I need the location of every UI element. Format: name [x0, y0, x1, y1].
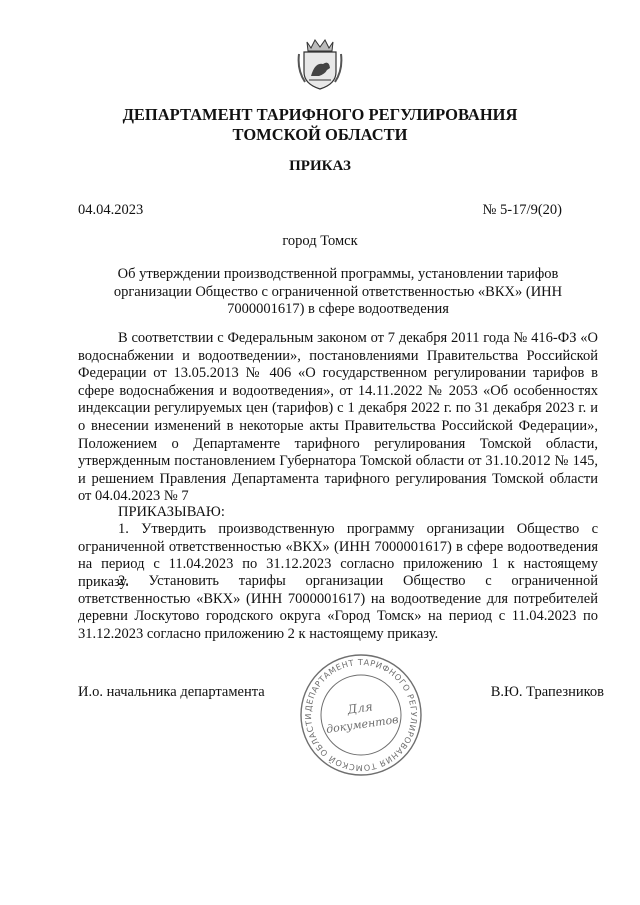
stamp-center-line1: Для: [346, 699, 374, 717]
doc-type: ПРИКАЗ: [289, 158, 351, 174]
coat-of-arms-icon: [297, 34, 343, 90]
stamp-center-line2: документов: [325, 712, 400, 736]
official-stamp: [298, 652, 424, 778]
signatory-position: И.о. начальника департамента: [78, 684, 265, 700]
preamble-paragraph: В соответствии с Федеральным законом от 7 декабря 2011 года № 416-ФЗ «О водоснабжении и водоотведении», постановлениями Правительства Российской Федерации от 13.05.2013 № 406 «О государственном регулировании тарифов в сфере водоснабжения и водоотведения», от 14.11.2022 № 2053 «Об особенностях индексации регулируемых цен (тарифов) с 1 декабря 2022 г. по 31 декабря 2023 г. и о внесении изменений в некоторые акты Правительства Российской Федерации», Положением о Департаменте тарифного регулирования Томской области, утвержденным постановлением Губернатора Томской области от 31.10.2012 № 145, и решением Правления Департамента тарифного регулирования Томской области от 04.04.2023 № 7: [78, 330, 598, 505]
doc-subject: Об утверждении производственной программы, установлении тарифов организации Общество с ограниченной ответственностью «ВКХ» (ИНН 7000001617) в сфере водоотведения: [113, 266, 563, 317]
org-name-line1: ДЕПАРТАМЕНТ ТАРИФНОГО РЕГУЛИРОВАНИЯ: [122, 105, 518, 124]
doc-number: № 5-17/9(20): [482, 202, 562, 218]
stamp-ring-text: ДЕПАРТАМЕНТ ТАРИФНОГО РЕГУЛИРОВАНИЯ ТОМСКОЙ ОБЛАСТИ: [302, 656, 420, 774]
doc-city: город Томск: [282, 233, 358, 249]
svg-text:ДЕПАРТАМЕНТ ТАРИФНОГО РЕГУЛИРО: [303, 657, 419, 773]
order-item-2: 2. Установить тарифы организации Общество с ограниченной ответственностью «ВКХ» (ИНН 7000001617) на водоотведение для потребителей деревни Лоскутово городского округа «Город Томск» на период с 11.04.2023 по 31.12.2023 согласно приложению 2 к настоящему приказу.: [78, 573, 598, 642]
order-label: ПРИКАЗЫВАЮ:: [118, 504, 225, 520]
org-name-line2: ТОМСКОЙ ОБЛАСТИ: [232, 125, 408, 144]
signatory-name: В.Ю. Трапезников: [490, 684, 604, 700]
doc-date: 04.04.2023: [78, 202, 144, 218]
order-item-1: 1. Утвердить производственную программу организации Общество с ограниченной ответственностью «ВКХ» (ИНН 7000001617) в сфере водоотведения на период с 11.04.2023 по 31.12.2023 согласно приложению 1 к настоящему приказу.: [78, 521, 598, 590]
